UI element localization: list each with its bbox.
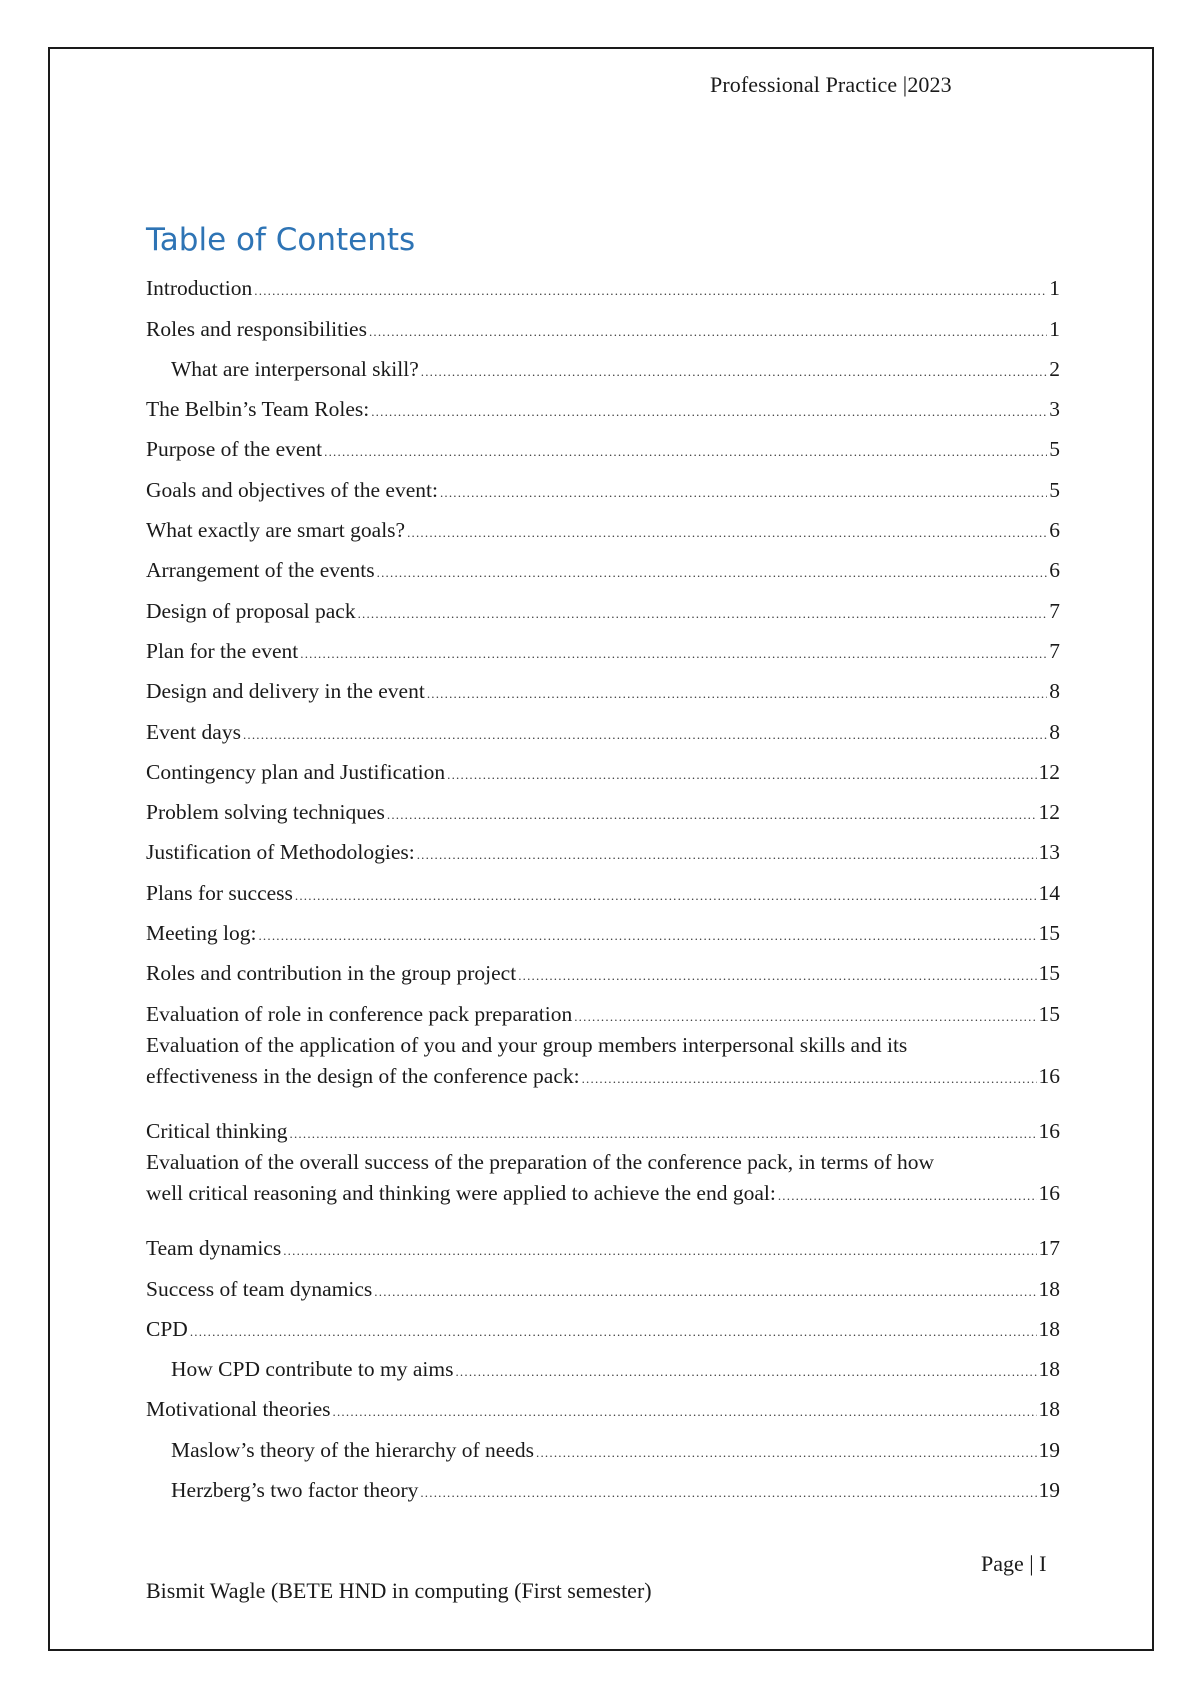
toc-entry-page: 17 (1038, 1236, 1060, 1261)
toc-entry-label: Problem solving techniques (146, 800, 385, 825)
toc-entry-page: 6 (1049, 518, 1060, 543)
toc-entry-page: 15 (1038, 961, 1060, 986)
dot-leader (290, 1127, 1037, 1147)
toc-entry-page: 18 (1038, 1397, 1060, 1422)
dot-leader (778, 1189, 1037, 1209)
toc-entry-label: Team dynamics (146, 1236, 282, 1261)
toc-entry[interactable] (146, 989, 1060, 1029)
toc-entry-label: CPD (146, 1316, 188, 1341)
toc-entry-page: 5 (1049, 477, 1060, 502)
dot-leader (333, 1405, 1037, 1425)
toc-entry-page: 12 (1038, 759, 1060, 784)
dot-leader (190, 1325, 1037, 1345)
toc-entry-page: 7 (1049, 638, 1060, 663)
running-header: Professional Practice |2023 (710, 72, 952, 97)
toc-entry[interactable] (146, 304, 1060, 344)
toc-entry[interactable] (146, 828, 1060, 868)
toc-entry[interactable] (146, 1385, 1060, 1425)
toc-entry-label: Plans for success (146, 880, 293, 905)
toc-entry-page: 1 (1049, 276, 1060, 301)
dot-leader (371, 405, 1047, 425)
toc-title: Table of Contents (146, 222, 416, 258)
dot-leader (258, 929, 1036, 949)
toc-entry-label: Event days (146, 719, 241, 744)
toc-entry-label: Herzberg’s two factor theory (171, 1478, 419, 1503)
toc-entry-label: Roles and contribution in the group project (146, 961, 517, 986)
dot-leader (455, 1365, 1036, 1385)
toc-entry-page: 8 (1049, 719, 1060, 744)
page-number: Page | I (981, 1551, 1047, 1576)
toc-entry-page: 19 (1038, 1437, 1060, 1462)
toc-entry-label: Arrangement of the events (146, 558, 375, 583)
dot-leader (300, 647, 1047, 667)
dot-leader (377, 566, 1048, 586)
toc-entry-page: 7 (1049, 598, 1060, 623)
toc-entry[interactable] (146, 1425, 1060, 1465)
dot-leader (417, 848, 1037, 868)
toc-entry-page: 2 (1049, 356, 1060, 381)
toc-entry[interactable] (146, 1107, 1060, 1147)
dot-leader (427, 687, 1047, 707)
toc-entry-label: Meeting log: (146, 921, 257, 946)
toc-entry[interactable] (146, 667, 1060, 707)
footer-author: Bismit Wagle (BETE HND in computing (First semester) (146, 1578, 652, 1603)
dot-leader (387, 808, 1037, 828)
dot-leader (421, 365, 1048, 385)
toc-entry[interactable] (146, 465, 1060, 505)
toc-entry[interactable] (146, 748, 1060, 788)
toc-entry-label-line1: Evaluation of the application of you and your group members interpersonal skills and its (146, 1032, 908, 1057)
toc-entry-label: Introduction (146, 276, 253, 301)
toc-entry-label: Contingency plan and Justification (146, 759, 446, 784)
toc-entry-page: 15 (1038, 921, 1060, 946)
toc-entry[interactable] (146, 1224, 1060, 1264)
toc-entry-page: 18 (1038, 1276, 1060, 1301)
toc-entry-page: 1 (1049, 316, 1060, 341)
toc-entry-page: 18 (1038, 1357, 1060, 1382)
toc-entry-page: 16 (1038, 1118, 1060, 1143)
toc-entry-label: What exactly are smart goals? (146, 518, 406, 543)
dot-leader (295, 889, 1037, 909)
dot-leader (324, 445, 1047, 465)
toc-entry-label: Plan for the event (146, 638, 299, 663)
toc-entry[interactable] (146, 949, 1060, 989)
dot-leader (447, 768, 1036, 788)
toc-entry-label: Design of proposal pack (146, 598, 356, 623)
toc-entry[interactable] (146, 1030, 1060, 1107)
toc-entry-label: Purpose of the event (146, 437, 323, 462)
toc-entry-page: 3 (1049, 397, 1060, 422)
toc-entry[interactable] (146, 345, 1060, 385)
dot-leader (243, 728, 1047, 748)
toc-entry[interactable] (146, 1305, 1060, 1345)
dot-leader (369, 325, 1047, 345)
toc-entry[interactable] (146, 425, 1060, 465)
toc-entry[interactable] (146, 1147, 1060, 1224)
dot-leader (574, 1010, 1036, 1030)
toc-entry-label: Evaluation of role in conference pack preparation (146, 1001, 573, 1026)
toc-entry-label: The Belbin’s Team Roles: (146, 397, 370, 422)
dot-leader (254, 284, 1047, 304)
toc-entry[interactable] (146, 506, 1060, 546)
toc-entry[interactable] (146, 264, 1060, 304)
toc-entry[interactable] (146, 627, 1060, 667)
dot-leader (420, 1486, 1036, 1506)
toc-entry-label-line1: Evaluation of the overall success of the preparation of the conference pack, in terms of how (146, 1149, 935, 1174)
toc-entry-label: Roles and responsibilities (146, 316, 367, 341)
toc-entry[interactable] (146, 909, 1060, 949)
toc-entry[interactable] (146, 1466, 1060, 1506)
toc-entry-label: How CPD contribute to my aims (171, 1357, 454, 1382)
toc-entry-label: Success of team dynamics (146, 1276, 373, 1301)
dot-leader (407, 526, 1047, 546)
toc-entry-page: 19 (1038, 1478, 1060, 1503)
toc-entry-page: 5 (1049, 437, 1060, 462)
toc-entry-page: 6 (1049, 558, 1060, 583)
toc-entry[interactable] (146, 788, 1060, 828)
toc-entry-label: Motivational theories (146, 1397, 331, 1422)
dot-leader (536, 1446, 1036, 1466)
toc-entry-page: 16 (1038, 1180, 1060, 1205)
toc-entry[interactable] (146, 1264, 1060, 1304)
toc-entry-page: 16 (1038, 1063, 1060, 1088)
toc-entry-label: Goals and objectives of the event: (146, 477, 438, 502)
dot-leader (283, 1244, 1036, 1264)
dot-leader (440, 486, 1047, 506)
toc-entry-page: 12 (1038, 800, 1060, 825)
toc-entry[interactable] (146, 546, 1060, 586)
toc-entry-label: Critical thinking (146, 1118, 288, 1143)
toc-entry-label: Design and delivery in the event (146, 679, 425, 704)
dot-leader (518, 969, 1036, 989)
toc-entry-label: Justification of Methodologies: (146, 840, 415, 865)
toc-entry[interactable] (146, 586, 1060, 626)
toc-entry-page: 13 (1038, 840, 1060, 865)
toc-entry[interactable] (146, 385, 1060, 425)
toc-entry-label: effectiveness in the design of the conference pack: (146, 1063, 580, 1088)
toc-entry[interactable] (146, 1345, 1060, 1385)
toc-entry[interactable] (146, 707, 1060, 747)
toc-entry-page: 15 (1038, 1001, 1060, 1026)
toc-entry[interactable] (146, 868, 1060, 908)
dot-leader (374, 1285, 1036, 1305)
toc-entry-label: What are interpersonal skill? (171, 356, 419, 381)
toc-entry-label: Maslow’s theory of the hierarchy of needs (171, 1437, 535, 1462)
toc-entry-page: 8 (1049, 679, 1060, 704)
toc-entry-page: 18 (1038, 1316, 1060, 1341)
dot-leader (582, 1072, 1037, 1092)
toc-entry-label: well critical reasoning and thinking were applied to achieve the end goal: (146, 1180, 776, 1205)
toc-entry-page: 14 (1038, 880, 1060, 905)
dot-leader (358, 607, 1048, 627)
toc-list (146, 264, 1060, 1506)
